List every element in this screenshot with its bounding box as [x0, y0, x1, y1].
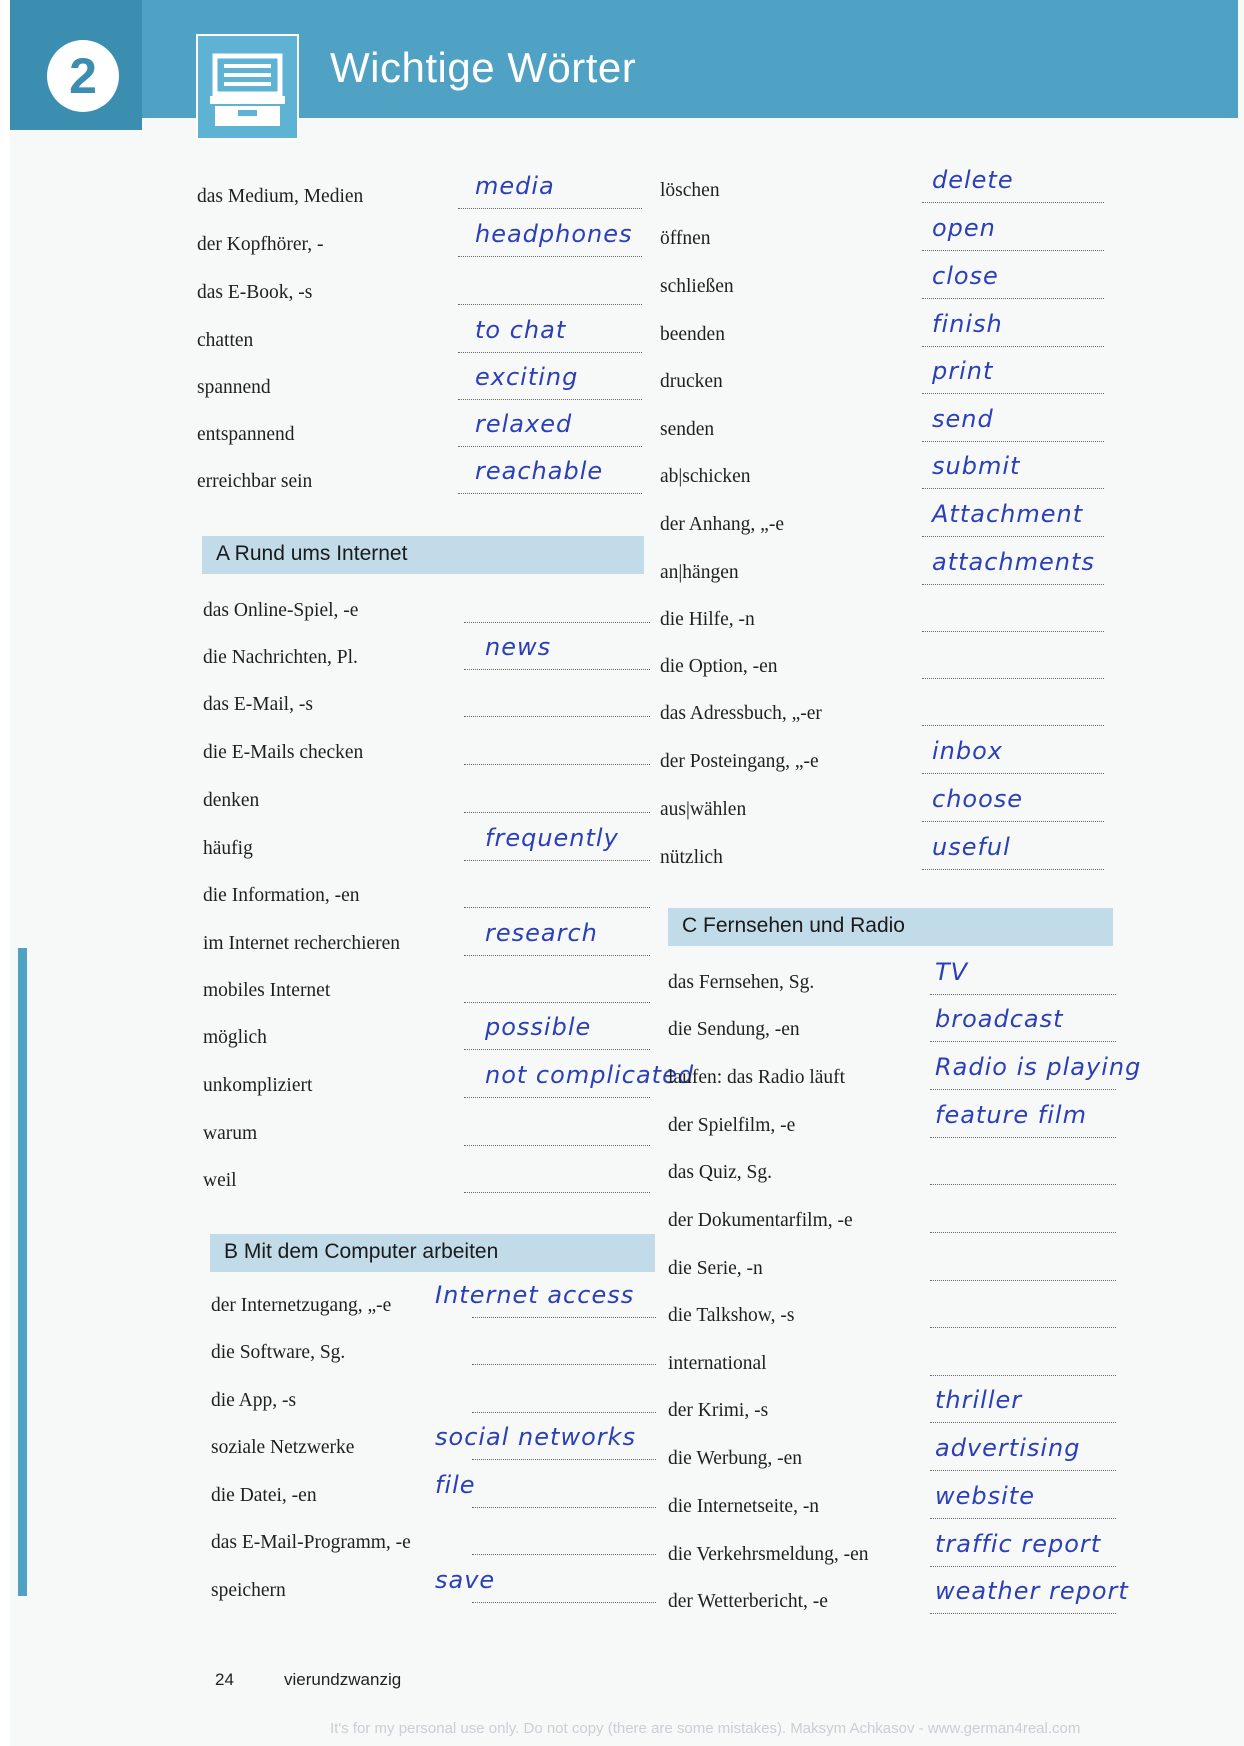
- section-title: A Rund ums Internet: [216, 542, 408, 565]
- vocab-row: [197, 276, 642, 306]
- answer-line[interactable]: [472, 1507, 656, 1508]
- answer-line[interactable]: [464, 1049, 650, 1050]
- handwritten-translation: delete: [932, 166, 1014, 194]
- handwritten-translation: feature film: [935, 1101, 1087, 1129]
- vocab-term: denken: [203, 790, 260, 811]
- vocab-term: die Werbung, -en: [668, 1448, 802, 1469]
- vocab-term: die Datei, -en: [211, 1485, 317, 1506]
- vocab-term: senden: [660, 419, 715, 440]
- vocab-term: die Nachrichten, Pl.: [203, 647, 358, 668]
- handwritten-translation: media: [475, 172, 555, 200]
- answer-line[interactable]: [464, 860, 650, 861]
- handwritten-translation: frequently: [485, 824, 619, 852]
- vocab-term: der Dokumentarfilm, -e: [668, 1210, 853, 1231]
- answer-line[interactable]: [458, 493, 642, 494]
- vocab-row: [668, 1482, 1116, 1520]
- handwritten-translation: advertising: [935, 1434, 1081, 1462]
- vocab-row: [197, 220, 642, 258]
- vocab-term: drucken: [660, 371, 723, 392]
- vocab-term: chatten: [197, 330, 254, 351]
- vocab-row: [660, 214, 1104, 252]
- answer-line[interactable]: [922, 202, 1104, 203]
- handwritten-translation: reachable: [475, 457, 604, 485]
- side-accent-bar: [18, 948, 27, 1596]
- vocab-term: möglich: [203, 1027, 267, 1048]
- vocab-term: weil: [203, 1170, 237, 1191]
- vocab-term: die Software, Sg.: [211, 1342, 346, 1363]
- answer-line[interactable]: [922, 821, 1104, 822]
- vocab-term: international: [668, 1353, 767, 1374]
- answer-line[interactable]: [922, 393, 1104, 394]
- vocab-row: [660, 650, 1104, 680]
- answer-line[interactable]: [930, 1280, 1116, 1281]
- vocab-term: entspannend: [197, 424, 295, 445]
- vocab-row: [203, 1013, 650, 1051]
- vocab-row: [660, 785, 1104, 823]
- vocab-term: der Spielfilm, -e: [668, 1115, 796, 1136]
- vocab-row: [203, 594, 650, 624]
- vocab-term: das E-Mail-Programm, -e: [211, 1532, 411, 1553]
- vocab-term: der Internetzugang, „-e: [211, 1295, 392, 1316]
- vocab-term: aus|wählen: [660, 799, 747, 820]
- handwritten-translation: relaxed: [475, 410, 573, 438]
- vocab-row: [668, 1530, 1116, 1568]
- vocab-term: das Quiz, Sg.: [668, 1162, 772, 1183]
- answer-line[interactable]: [922, 250, 1104, 251]
- handwritten-translation: attachments: [932, 548, 1095, 576]
- vocab-row: [203, 919, 650, 957]
- vocab-row: [203, 1164, 650, 1194]
- vocab-term: die Verkehrsmeldung, -en: [668, 1544, 869, 1565]
- vocab-term: die Internetseite, -n: [668, 1496, 820, 1517]
- answer-line[interactable]: [464, 955, 650, 956]
- vocab-term: warum: [203, 1123, 258, 1144]
- vocab-row: [668, 1299, 1116, 1329]
- answer-line[interactable]: [922, 725, 1104, 726]
- archive-box-icon-graphic: [198, 36, 297, 138]
- vocab-row: [211, 1281, 656, 1319]
- vocab-term: beenden: [660, 324, 725, 345]
- vocab-term: öffnen: [660, 228, 711, 249]
- answer-line[interactable]: [458, 208, 642, 209]
- answer-line[interactable]: [464, 812, 650, 813]
- answer-line[interactable]: [930, 1566, 1116, 1567]
- handwritten-translation: Radio is playing: [935, 1053, 1142, 1081]
- vocab-term: schließen: [660, 276, 734, 297]
- vocab-term: häufig: [203, 838, 253, 859]
- vocab-term: die Information, -en: [203, 885, 360, 906]
- vocab-row: [203, 736, 650, 766]
- handwritten-translation: open: [932, 214, 996, 242]
- handwritten-translation: headphones: [475, 220, 633, 248]
- vocab-row: [197, 410, 642, 448]
- answer-line[interactable]: [464, 716, 650, 717]
- handwritten-translation: print: [932, 357, 994, 385]
- answer-line[interactable]: [464, 907, 650, 908]
- answer-line[interactable]: [922, 584, 1104, 585]
- vocab-term: mobiles Internet: [203, 980, 331, 1001]
- answer-line[interactable]: [922, 678, 1104, 679]
- vocab-row: [660, 548, 1104, 586]
- vocab-term: die App, -s: [211, 1390, 297, 1411]
- answer-line[interactable]: [472, 1412, 656, 1413]
- vocab-row: [197, 457, 642, 495]
- vocab-term: der Krimi, -s: [668, 1400, 769, 1421]
- answer-line[interactable]: [464, 1145, 650, 1146]
- vocab-row: [668, 1386, 1116, 1424]
- vocab-row: [668, 1577, 1129, 1615]
- answer-line[interactable]: [464, 669, 650, 670]
- page-title: Wichtige Wörter: [330, 44, 637, 91]
- section-header: [668, 908, 1113, 946]
- answer-line[interactable]: [458, 352, 642, 353]
- handwritten-translation: possible: [485, 1013, 592, 1041]
- vocab-row: [203, 633, 650, 671]
- handwritten-translation: broadcast: [935, 1005, 1064, 1033]
- vocab-term: speichern: [211, 1580, 286, 1601]
- handwritten-translation: research: [485, 919, 598, 947]
- vocab-term: unkompliziert: [203, 1075, 313, 1096]
- handwritten-translation: close: [932, 262, 999, 290]
- handwritten-translation: news: [485, 633, 552, 661]
- vocab-term: das E-Book, -s: [197, 282, 313, 303]
- answer-line[interactable]: [464, 1002, 650, 1003]
- handwritten-translation: social networks: [435, 1423, 637, 1451]
- vocab-term: laufen: das Radio läuft: [668, 1067, 846, 1088]
- vocab-row: [660, 500, 1104, 538]
- chapter-number-box: [10, 0, 142, 130]
- vocab-row: [668, 1101, 1116, 1139]
- vocab-row: [668, 1005, 1116, 1043]
- answer-line[interactable]: [922, 441, 1104, 442]
- vocab-term: die Hilfe, -n: [660, 609, 755, 630]
- answer-line[interactable]: [472, 1459, 656, 1460]
- answer-line[interactable]: [930, 1375, 1116, 1376]
- vocab-term: das Online-Spiel, -e: [203, 600, 359, 621]
- watermark: It's for my personal use only. Do not copy (there are some mistakes). Maksym Achkasov - www.german4real.com: [330, 1720, 1081, 1737]
- answer-line[interactable]: [930, 1089, 1116, 1090]
- vocab-term: spannend: [197, 377, 271, 398]
- vocab-row: [203, 688, 650, 718]
- handwritten-translation: inbox: [932, 737, 1003, 765]
- vocab-row: [211, 1336, 656, 1366]
- handwritten-translation: useful: [932, 833, 1011, 861]
- vocab-term: das Medium, Medien: [197, 186, 364, 207]
- answer-line[interactable]: [472, 1602, 656, 1603]
- answer-line[interactable]: [930, 1137, 1116, 1138]
- vocab-term: das Adressbuch, „-er: [660, 703, 822, 724]
- answer-line[interactable]: [930, 1613, 1116, 1614]
- vocab-row: [668, 958, 1116, 996]
- answer-line[interactable]: [922, 631, 1104, 632]
- vocab-row: [203, 824, 650, 862]
- vocab-row: [660, 452, 1104, 490]
- vocab-term: der Kopfhörer, -: [197, 234, 324, 255]
- answer-line[interactable]: [458, 446, 642, 447]
- vocab-row: [660, 833, 1104, 871]
- answer-line[interactable]: [464, 764, 650, 765]
- answer-line[interactable]: [930, 994, 1116, 995]
- vocab-row: [211, 1423, 656, 1461]
- answer-line[interactable]: [472, 1364, 656, 1365]
- section-header: [202, 536, 644, 574]
- vocab-row: [660, 603, 1104, 633]
- vocab-term: die Sendung, -en: [668, 1019, 800, 1040]
- answer-line[interactable]: [930, 1184, 1116, 1185]
- answer-line[interactable]: [464, 622, 650, 623]
- vocab-row: [203, 1061, 695, 1099]
- vocab-row: [660, 310, 1104, 348]
- vocab-term: die Option, -en: [660, 656, 778, 677]
- answer-line[interactable]: [922, 536, 1104, 537]
- vocab-row: [660, 357, 1104, 395]
- answer-line[interactable]: [930, 1232, 1116, 1233]
- page-number-word: vierundzwanzig: [284, 1670, 402, 1689]
- answer-line[interactable]: [922, 346, 1104, 347]
- handwritten-translation: thriller: [935, 1386, 1023, 1414]
- vocab-row: [211, 1566, 656, 1604]
- vocab-row: [660, 697, 1104, 727]
- answer-line[interactable]: [458, 304, 642, 305]
- handwritten-translation: finish: [932, 310, 1003, 338]
- page-margin: [0, 0, 10, 1746]
- vocab-row: [197, 172, 642, 210]
- vocab-term: erreichbar sein: [197, 471, 313, 492]
- vocab-term: nützlich: [660, 847, 723, 868]
- answer-line[interactable]: [472, 1317, 656, 1318]
- vocab-term: das Fernsehen, Sg.: [668, 972, 815, 993]
- page-number: 24: [215, 1670, 234, 1689]
- vocab-term: der Wetterbericht, -e: [668, 1591, 828, 1612]
- vocab-row: [197, 316, 642, 354]
- answer-line[interactable]: [930, 1041, 1116, 1042]
- vocab-row: [203, 1117, 650, 1147]
- handwritten-translation: send: [932, 405, 994, 433]
- handwritten-translation: Attachment: [932, 500, 1084, 528]
- vocab-term: der Posteingang, „-e: [660, 751, 819, 772]
- answer-line[interactable]: [930, 1470, 1116, 1471]
- vocab-row: [211, 1384, 656, 1414]
- handwritten-translation: choose: [932, 785, 1024, 813]
- handwritten-translation: submit: [932, 452, 1021, 480]
- vocab-term: die E-Mails checken: [203, 742, 364, 763]
- chapter-number: 2: [47, 40, 119, 112]
- answer-line[interactable]: [472, 1554, 656, 1555]
- vocab-row: [197, 363, 642, 401]
- vocab-term: ab|schicken: [660, 466, 751, 487]
- vocab-row: [211, 1471, 656, 1509]
- vocab-row: [668, 1204, 1116, 1234]
- vocab-row: [660, 737, 1104, 775]
- section-header: [210, 1234, 655, 1272]
- handwritten-translation: save: [435, 1566, 496, 1594]
- archive-box-icon: [196, 34, 299, 140]
- vocab-row: [668, 1156, 1116, 1186]
- answer-line[interactable]: [458, 399, 642, 400]
- answer-line[interactable]: [930, 1518, 1116, 1519]
- answer-line[interactable]: [458, 256, 642, 257]
- vocab-row: [668, 1053, 1142, 1091]
- vocab-row: [660, 405, 1104, 443]
- handwritten-translation: exciting: [475, 363, 579, 391]
- vocab-row: [668, 1347, 1116, 1377]
- handwritten-translation: to chat: [475, 316, 567, 344]
- vocab-term: löschen: [660, 180, 720, 201]
- vocab-row: [203, 974, 650, 1004]
- vocab-term: der Anhang, „-e: [660, 514, 784, 535]
- answer-line[interactable]: [464, 1192, 650, 1193]
- handwritten-translation: file: [435, 1471, 476, 1499]
- vocab-row: [668, 1434, 1116, 1472]
- answer-line[interactable]: [922, 869, 1104, 870]
- vocab-term: die Serie, -n: [668, 1258, 763, 1279]
- answer-line[interactable]: [930, 1327, 1116, 1328]
- vocab-term: das E-Mail, -s: [203, 694, 313, 715]
- section-title: B Mit dem Computer arbeiten: [224, 1240, 499, 1263]
- vocab-row: [660, 262, 1104, 300]
- vocab-row: [203, 784, 650, 814]
- answer-line[interactable]: [922, 488, 1104, 489]
- answer-line[interactable]: [930, 1422, 1116, 1423]
- handwritten-translation: not complicated: [485, 1061, 695, 1089]
- answer-line[interactable]: [922, 298, 1104, 299]
- vocab-row: [660, 166, 1104, 204]
- handwritten-translation: traffic report: [935, 1530, 1102, 1558]
- handwritten-translation: website: [935, 1482, 1035, 1510]
- vocab-term: an|hängen: [660, 562, 739, 583]
- handwritten-translation: weather report: [935, 1577, 1129, 1605]
- handwritten-translation: Internet access: [435, 1281, 635, 1309]
- vocab-row: [211, 1526, 656, 1556]
- answer-line[interactable]: [922, 773, 1104, 774]
- vocab-term: im Internet recherchieren: [203, 933, 401, 954]
- vocab-term: soziale Netzwerke: [211, 1437, 355, 1458]
- vocab-row: [203, 879, 650, 909]
- section-title: C Fernsehen und Radio: [682, 914, 905, 937]
- vocab-row: [668, 1252, 1116, 1282]
- handwritten-translation: TV: [935, 958, 969, 986]
- answer-line[interactable]: [464, 1097, 650, 1098]
- vocab-term: die Talkshow, -s: [668, 1305, 795, 1326]
